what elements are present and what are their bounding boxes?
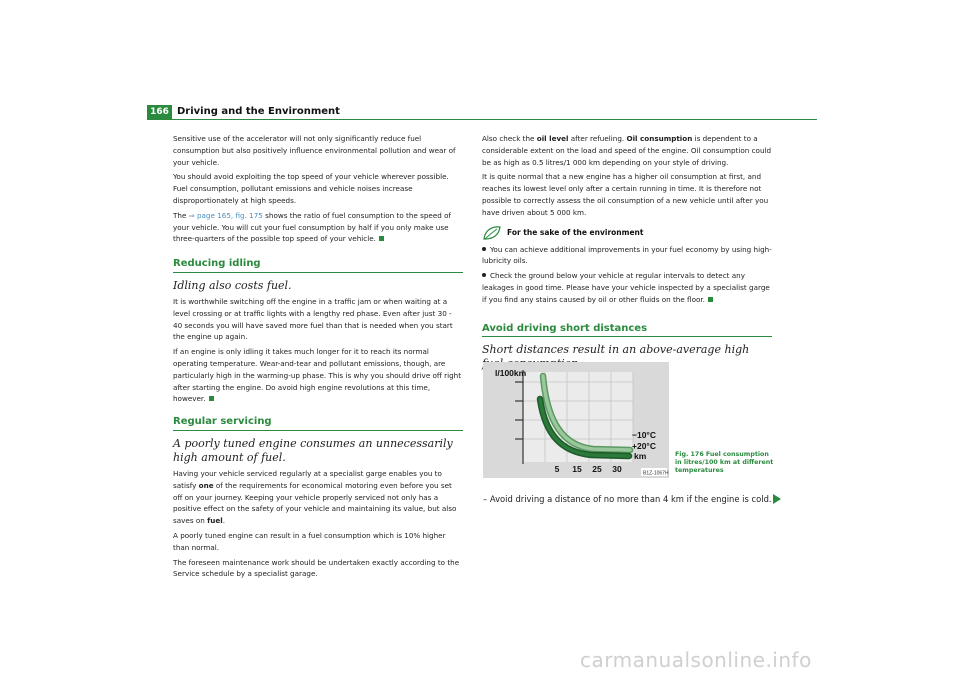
legend-label-warm: +20°C [632,441,656,451]
idling-paragraph-2: If an engine is only idling it takes much longer for it to reach its normal operating temperature. Wear-and-tear and pollutant emissions, though, are particularly high in the warming-up phase. This is why you should drive off right after starting the engine. Do avoid high engine revolutions at this time, however. [173,347,462,404]
end-marker [379,236,384,241]
intro-paragraph-1: Sensitive use of the accelerator will not only significantly reduce fuel consumption but also positively influence environmental pollution and wear of your vehicle. [173,134,456,167]
section-subtitle-short-distances: Short distances result in an above-average high [482,343,750,357]
x-tick-label: 25 [592,464,602,474]
intro-paragraph-2: You should avoid exploiting the top speed of your vehicle wherever possible. Fuel consumption, pollutant emissions and vehicle noises increase disproportionately at high speeds. [173,172,449,205]
right-column [482,133,772,374]
environment-bullet-1: You can achieve additional improvements in your fuel economy by using high-lubricity oils. [482,244,772,266]
servicing-paragraph-3: The foreseen maintenance work should be undertaken exactly according to the Service schedule by a specialist garage. [173,557,460,579]
bullet-icon [482,273,486,277]
watermark: carmanualsonline.info [580,648,812,672]
intro-paragraph-3: The ⇒ page 165, fig. 175 shows the ratio of fuel consumption to the speed of your vehicle. You will cut your fuel consumption by half if you only make use three-quarters of the possible top speed of your vehicle. [173,210,452,244]
figure-code: B1Z-1067H [643,470,669,477]
x-axis-label: km [634,451,647,461]
legend-label-cold: −10°C [632,430,656,440]
y-axis-label: l/100km [495,368,527,378]
servicing-paragraph-1: Having your vehicle serviced regularly at a specialist garge enables you to satisfy one of the requirements for economical motoring even before you set off on your journey. Keeping your vehicle properly serviced not only has a positive effect on the safety of your vehicle and maintaining its value, but also saves on fuel. [173,468,457,526]
section-heading-servicing: Regular servicing [173,416,463,431]
page-header-title: Driving and the Environment [177,106,340,117]
x-tick-label: 5 [554,464,560,474]
section-heading-short-distances: Avoid driving short distances [482,323,772,338]
page-link[interactable]: ⇒ page 165, fig. 175 [188,210,263,220]
page-number: 166 [147,105,172,120]
header-rule [147,119,817,120]
environment-note-heading: For the sake of the environment [482,225,772,241]
section-heading-idling: Reducing idling [173,258,463,273]
bullet-icon [482,247,486,251]
fuel-chart [483,362,669,478]
end-marker [708,297,713,302]
continue-arrow-icon [772,494,782,504]
section-subtitle-servicing: A poorly tuned engine consumes an unnecessarily high amount of fuel. [173,436,453,464]
fuel-consumption-figure [483,362,669,478]
environment-bullet-2: Check the ground below your vehicle at regular intervals to detect any leakages in good time. Please have your vehicle inspected by a specialist garge if you find any stains caused by oil or other fluids on the floor. [482,271,770,304]
leaf-icon [482,225,502,241]
x-tick-label: 15 [572,464,582,474]
instruction-line: – Avoid driving a distance of no more than 4 km if the engine is cold. [483,494,772,504]
oil-paragraph-1: Also check the oil level after refueling. Oil consumption is dependent to a considerable extent on the load and speed of the engine. Oil consumption could be as high as 0.5 litres/1 000 km depending on your style of driving. [482,134,772,167]
x-tick-label: 30 [612,464,622,474]
figure-caption: Fig. 176 Fuel consumption in litres/100 km at different temperatures [675,451,774,474]
end-marker [209,396,214,401]
section-subtitle-idling: Idling also costs fuel. [173,278,292,292]
oil-paragraph-2: It is quite normal that a new engine has a higher oil consumption at first, and reaches its lowest level only after a certain running in time. It is therefore not possible to correctly assess the oil consumption of a new vehicle until after you have driven about 5 000 km. [482,172,769,217]
servicing-paragraph-2: A poorly tuned engine can result in a fuel consumption which is 10% higher than normal. [173,530,446,552]
left-column [173,133,463,583]
idling-paragraph-1: It is worthwhile switching off the engine in a traffic jam or when waiting at a level crossing or at traffic lights with a lengthy red phase. Even after just 30 - 40 seconds you will have saved more fuel than that is needed when you start the engine up again. [173,296,453,342]
